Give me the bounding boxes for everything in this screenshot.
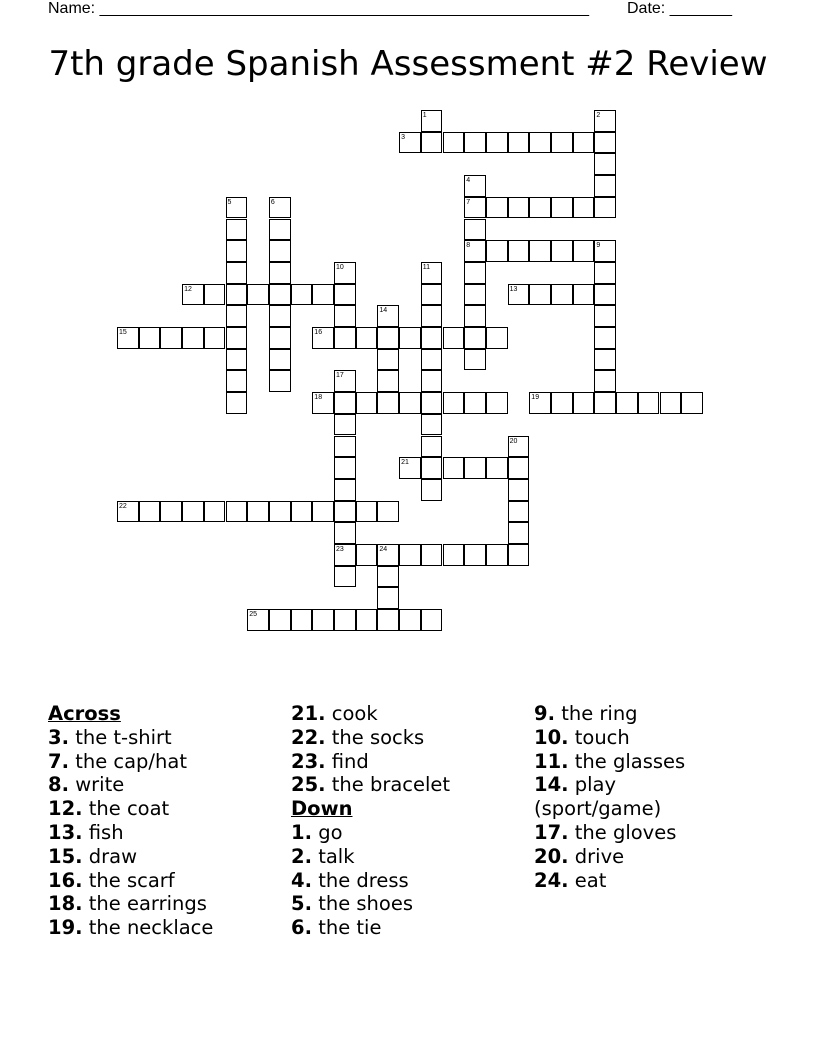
grid-cell xyxy=(334,522,356,544)
grid-cell xyxy=(312,501,334,523)
grid-cell xyxy=(443,327,465,349)
grid-cell xyxy=(334,284,356,306)
grid-cell xyxy=(182,327,204,349)
grid-cell xyxy=(421,544,443,566)
grid-cell xyxy=(573,240,595,262)
grid-cell xyxy=(377,392,399,414)
grid-cell xyxy=(247,284,269,306)
clue-number-17: 17 xyxy=(336,372,344,380)
grid-cell xyxy=(486,392,508,414)
grid-cell xyxy=(464,327,486,349)
clue-down-10: 10. touch xyxy=(534,725,630,749)
grid-cell xyxy=(204,501,226,523)
grid-cell xyxy=(334,566,356,588)
grid-cell xyxy=(551,284,573,306)
clue-down-11: 11. the glasses xyxy=(534,749,686,773)
clue-number-9: 9 xyxy=(596,242,601,250)
grid-cell xyxy=(443,132,465,154)
clue-number-3: 3 xyxy=(401,133,405,141)
grid-cell xyxy=(464,392,486,414)
grid-cell xyxy=(638,392,660,414)
grid-cell xyxy=(594,262,616,284)
grid-cell xyxy=(464,457,486,479)
grid-cell xyxy=(421,327,443,349)
grid-cell xyxy=(486,457,508,479)
grid-cell xyxy=(681,392,703,414)
clue-across-18: 18. the earrings xyxy=(48,892,207,916)
grid-cell xyxy=(356,327,378,349)
clue-down-6: 6. the tie xyxy=(291,916,382,940)
grid-cell xyxy=(421,392,443,414)
grid-cell xyxy=(269,284,291,306)
grid-cell xyxy=(508,544,530,566)
clue-number-10: 10 xyxy=(336,263,344,271)
clue-across-15: 15. draw xyxy=(48,844,138,868)
grid-cell xyxy=(529,240,551,262)
clue-across-13: 13. fish xyxy=(48,820,124,844)
clue-down-1: 1. go xyxy=(291,820,343,844)
grid-cell xyxy=(269,219,291,241)
grid-cell xyxy=(594,327,616,349)
grid-cell xyxy=(421,370,443,392)
grid-cell xyxy=(421,132,443,154)
across-heading: Across xyxy=(48,702,121,725)
grid-cell xyxy=(226,370,248,392)
grid-cell xyxy=(312,284,334,306)
grid-cell xyxy=(486,544,508,566)
clue-number-23: 23 xyxy=(336,546,344,553)
clue-down-17: 17. the gloves xyxy=(534,820,677,844)
grid-cell xyxy=(226,305,248,327)
clue-down-24: 24. eat xyxy=(534,868,607,892)
grid-cell xyxy=(529,284,551,306)
clue-number-24: 24 xyxy=(379,546,388,553)
grid-cell xyxy=(269,240,291,262)
grid-cell xyxy=(269,327,291,349)
clue-number-7: 7 xyxy=(466,198,471,206)
grid-cell xyxy=(421,457,443,479)
clue-down-9: 9. the ring xyxy=(534,702,638,725)
grid-cell xyxy=(269,305,291,327)
grid-cell xyxy=(594,197,616,219)
grid-cell xyxy=(269,262,291,284)
down-heading: Down xyxy=(291,797,353,821)
grid-cell xyxy=(464,219,486,241)
clue-number-14: 14 xyxy=(379,307,388,315)
clue-across-21: 21. cook xyxy=(291,702,378,725)
grid-cell xyxy=(291,284,313,306)
grid-cell xyxy=(486,240,508,262)
grid-cell xyxy=(356,392,378,414)
clue-number-22: 22 xyxy=(119,502,127,510)
grid-cell xyxy=(139,501,161,523)
grid-cell xyxy=(464,284,486,306)
grid-cell xyxy=(204,327,226,349)
date-field: Date: _______ xyxy=(627,0,732,17)
grid-cell xyxy=(421,284,443,306)
grid-cell xyxy=(139,327,161,349)
grid-cell xyxy=(226,327,248,349)
clue-number-13: 13 xyxy=(509,285,518,293)
grid-cell xyxy=(226,240,248,262)
grid-cell xyxy=(377,501,399,523)
grid-cell xyxy=(486,132,508,154)
grid-cell xyxy=(377,370,399,392)
clue-column-3 xyxy=(534,702,734,892)
clue-across-25: 25. the bracelet xyxy=(291,773,451,797)
grid-cell xyxy=(464,262,486,284)
clue-down-14: 14. play (sport/game) xyxy=(534,773,662,821)
grid-cell xyxy=(594,153,616,175)
clue-down-20: 20. drive xyxy=(534,844,625,868)
grid-cell xyxy=(508,240,530,262)
grid-cell xyxy=(421,609,443,631)
clue-number-15: 15 xyxy=(119,329,127,336)
grid-cell xyxy=(334,414,356,436)
clue-number-2: 2 xyxy=(596,112,601,119)
clue-number-18: 18 xyxy=(314,394,323,402)
grid-cell xyxy=(334,479,356,501)
grid-cell xyxy=(377,349,399,371)
grid-cell xyxy=(529,132,551,154)
grid-cell xyxy=(377,587,399,609)
grid-cell xyxy=(356,544,378,566)
grid-cell xyxy=(464,305,486,327)
grid-cell xyxy=(508,522,530,544)
clue-column-2 xyxy=(291,702,450,940)
grid-cell xyxy=(464,349,486,371)
grid-cell xyxy=(182,501,204,523)
clue-number-20: 20 xyxy=(509,437,518,445)
grid-cell xyxy=(312,609,334,631)
grid-cell xyxy=(551,132,573,154)
grid-cell xyxy=(551,240,573,262)
grid-cell xyxy=(334,392,356,414)
grid-cell xyxy=(573,197,595,219)
grid-cell xyxy=(486,327,508,349)
grid-cell xyxy=(508,132,530,154)
grid-cell xyxy=(421,414,443,436)
grid-cell xyxy=(291,609,313,631)
grid-cell xyxy=(160,327,182,349)
grid-cell xyxy=(486,197,508,219)
clue-column-1 xyxy=(48,702,213,940)
grid-cell xyxy=(594,284,616,306)
clue-number-25: 25 xyxy=(249,611,257,619)
grid-cell xyxy=(421,305,443,327)
clue-number-21: 21 xyxy=(401,459,409,467)
grid-cell xyxy=(226,501,248,523)
grid-cell xyxy=(508,501,530,523)
grid-cell xyxy=(377,609,399,631)
grid-cell xyxy=(226,392,248,414)
grid-cell xyxy=(160,501,182,523)
grid-cell xyxy=(226,349,248,371)
grid-cell xyxy=(508,457,530,479)
clue-down-5: 5. the shoes xyxy=(291,892,413,916)
grid-cell xyxy=(573,132,595,154)
clue-number-6: 6 xyxy=(270,198,275,206)
grid-cell xyxy=(334,609,356,631)
grid-cell xyxy=(551,197,573,219)
grid-cell xyxy=(269,370,291,392)
grid-cell xyxy=(573,392,595,414)
grid-cell xyxy=(508,197,530,219)
clue-across-16: 16. the scarf xyxy=(48,868,175,892)
grid-cell xyxy=(399,609,421,631)
grid-cell xyxy=(356,501,378,523)
grid-cell xyxy=(356,609,378,631)
clue-number-5: 5 xyxy=(227,198,232,206)
clue-across-23: 23. find xyxy=(291,749,369,773)
grid-cell xyxy=(377,566,399,588)
grid-cell xyxy=(334,305,356,327)
grid-cell xyxy=(443,544,465,566)
grid-cell xyxy=(269,349,291,371)
grid-cell xyxy=(334,327,356,349)
clue-across-22: 22. the socks xyxy=(291,725,425,749)
grid-cell xyxy=(399,392,421,414)
clue-number-8: 8 xyxy=(466,242,471,250)
grid-cell xyxy=(334,457,356,479)
grid-cell xyxy=(464,544,486,566)
grid-cell xyxy=(594,392,616,414)
clue-across-3: 3. the t-shirt xyxy=(48,725,172,749)
page-title: 7th grade Spanish Assessment #2 Review xyxy=(48,44,768,84)
grid-cell xyxy=(464,132,486,154)
grid-cell xyxy=(291,501,313,523)
grid-cell xyxy=(247,501,269,523)
clue-number-16: 16 xyxy=(314,329,323,336)
grid-cell xyxy=(334,501,356,523)
grid-cell xyxy=(616,392,638,414)
grid-cell xyxy=(508,479,530,501)
name-field: Name: _______________________________________________________ xyxy=(48,0,589,17)
clue-number-1: 1 xyxy=(422,112,427,119)
grid-cell xyxy=(594,175,616,197)
grid-cell xyxy=(421,436,443,458)
grid-cell xyxy=(399,327,421,349)
grid-cell xyxy=(269,609,291,631)
grid-cell xyxy=(421,479,443,501)
grid-cell xyxy=(226,284,248,306)
grid-cell xyxy=(421,349,443,371)
grid-cell xyxy=(377,327,399,349)
grid-cell xyxy=(226,262,248,284)
grid-cell xyxy=(660,392,682,414)
clue-down-4: 4. the dress xyxy=(291,868,409,892)
grid-cell xyxy=(594,305,616,327)
clue-across-7: 7. the cap/hat xyxy=(48,749,187,773)
grid-cell xyxy=(594,349,616,371)
clue-down-2: 2. talk xyxy=(291,844,355,868)
clue-number-4: 4 xyxy=(466,177,471,185)
clue-across-8: 8. write xyxy=(48,773,125,797)
grid-cell xyxy=(226,219,248,241)
clue-across-12: 12. the coat xyxy=(48,797,170,821)
grid-cell xyxy=(594,370,616,392)
clue-across-19: 19. the necklace xyxy=(48,916,214,940)
grid-cell xyxy=(443,392,465,414)
clue-number-12: 12 xyxy=(184,285,192,293)
grid-cell xyxy=(529,197,551,219)
grid-cell xyxy=(443,457,465,479)
clue-number-19: 19 xyxy=(531,394,540,402)
grid-cell xyxy=(551,392,573,414)
grid-cell xyxy=(269,501,291,523)
grid-cell xyxy=(334,436,356,458)
grid-cell xyxy=(204,284,226,306)
grid-cell xyxy=(594,132,616,154)
grid-cell xyxy=(573,284,595,306)
grid-cell xyxy=(399,544,421,566)
clue-number-11: 11 xyxy=(422,263,431,271)
